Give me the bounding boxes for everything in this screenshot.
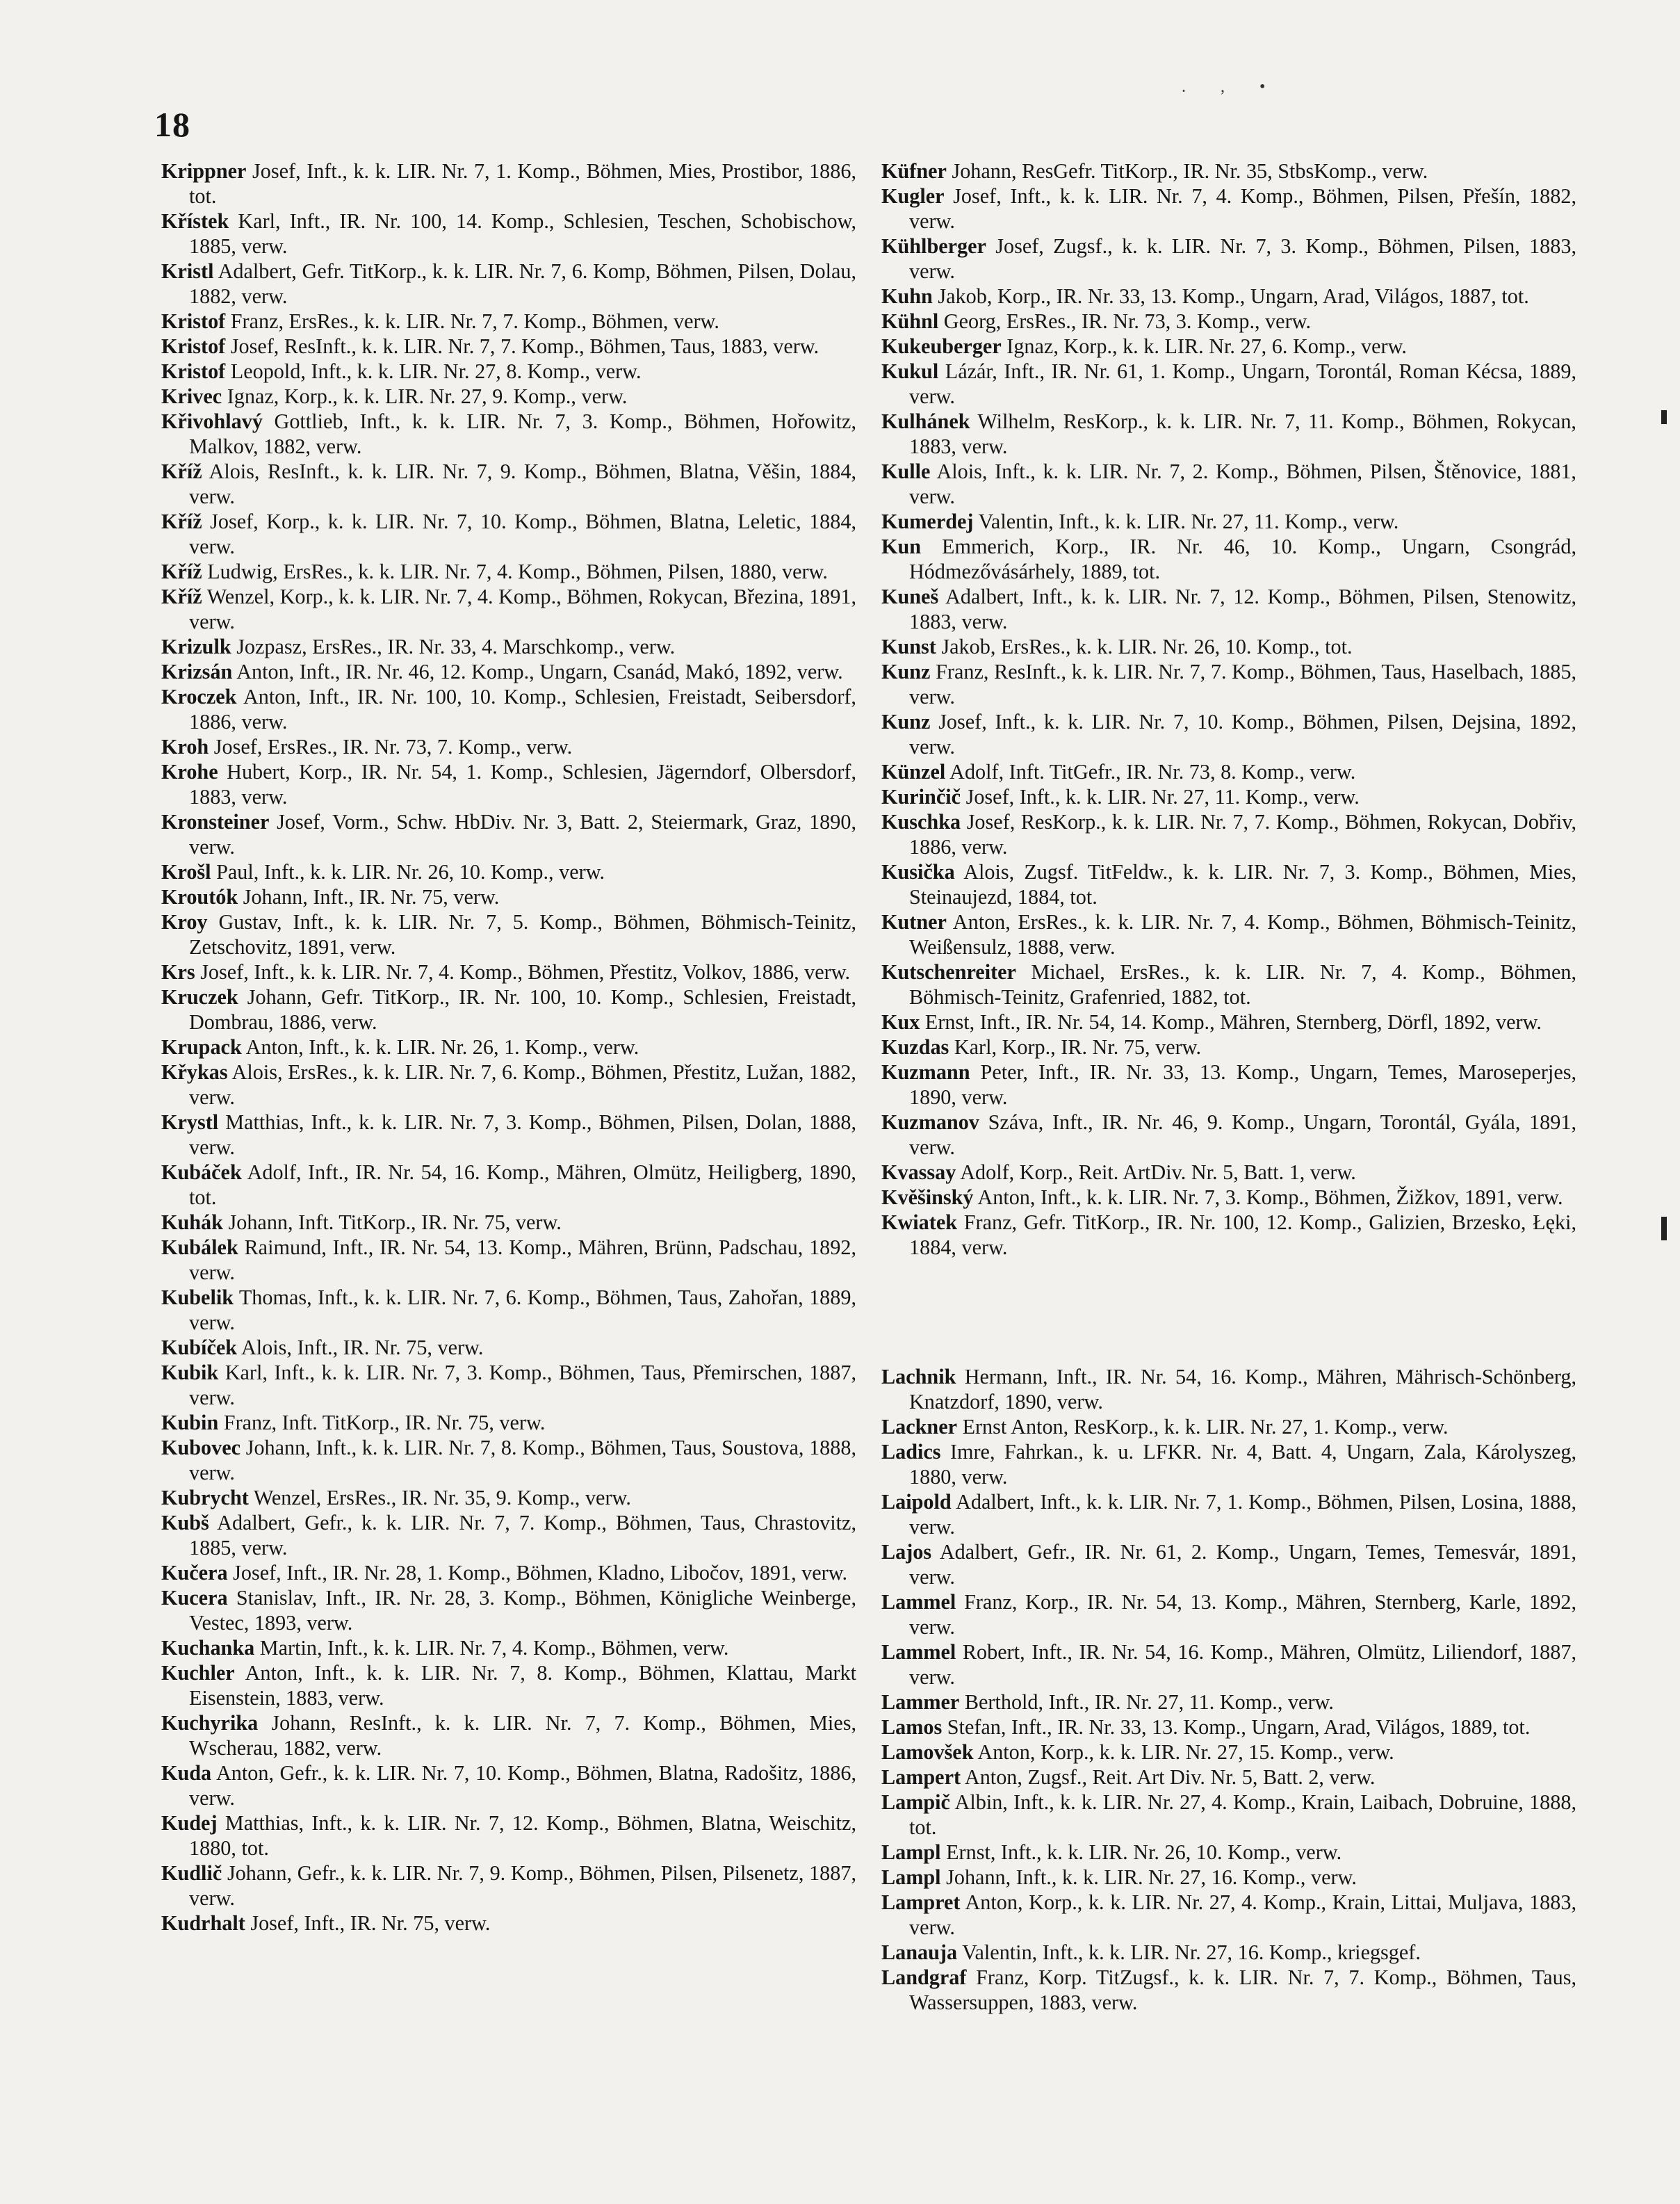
casualty-entry xyxy=(881,359,1576,409)
casualty-entry xyxy=(881,1060,1576,1110)
entry-surname: Lammel xyxy=(881,1640,956,1664)
casualty-entry xyxy=(881,1210,1576,1260)
entry-surname: Kucera xyxy=(161,1586,228,1610)
casualty-entry xyxy=(161,159,856,209)
casualty-entry xyxy=(881,1765,1576,1790)
casualty-entry xyxy=(161,1585,856,1635)
entry-details: Josef, Inft., k. k. LIR. Nr. 7, 10. Komp., Böhmen, Pilsen, Dejsina, 1892, verw. xyxy=(909,710,1576,759)
entry-details: Valentin, Inft., k. k. LIR. Nr. 27, 16. Komp., kriegsgef. xyxy=(962,1940,1421,1964)
entry-details: Stefan, Inft., IR. Nr. 33, 13. Komp., Ungarn, Arad, Világos, 1889, tot. xyxy=(947,1715,1531,1739)
entry-details: Ludwig, ErsRes., k. k. LIR. Nr. 7, 4. Komp., Böhmen, Pilsen, 1880, verw. xyxy=(207,560,828,583)
casualty-entry xyxy=(881,1690,1576,1715)
casualty-entry xyxy=(881,1439,1576,1489)
casualty-entry xyxy=(161,1285,856,1335)
entry-surname: Kuchyrika xyxy=(161,1711,259,1735)
entry-surname: Kronsteiner xyxy=(161,810,270,834)
casualty-entry xyxy=(161,734,856,759)
casualty-entry xyxy=(161,959,856,984)
left-column xyxy=(161,159,856,1936)
entry-details: Josef, ResKorp., k. k. LIR. Nr. 7, 7. Komp., Böhmen, Rokycan, Dobřiv, 1886, verw. xyxy=(909,810,1577,859)
casualty-entry xyxy=(881,1364,1576,1414)
entry-surname: Kutner xyxy=(881,910,947,934)
entry-surname: Krupack xyxy=(161,1035,242,1059)
casualty-entry xyxy=(881,459,1576,509)
entry-details: Johann, Inft., IR. Nr. 75, verw. xyxy=(243,885,500,909)
casualty-entry xyxy=(881,159,1576,184)
entry-details: Anton, Inft., k. k. LIR. Nr. 7, 3. Komp., Böhmen, Žižkov, 1891, verw. xyxy=(977,1185,1563,1209)
casualty-entry xyxy=(881,184,1576,234)
casualty-entry xyxy=(881,1010,1576,1035)
casualty-entry xyxy=(161,359,856,384)
entry-surname: Kubik xyxy=(161,1361,219,1384)
scan-edge-mark xyxy=(1661,1217,1667,1240)
entry-surname: Kříž xyxy=(161,585,202,608)
entry-details: Josef, Inft., k. k. LIR. Nr. 27, 11. Komp., verw. xyxy=(965,785,1360,809)
casualty-entry xyxy=(161,809,856,859)
entry-surname: Krivec xyxy=(161,384,222,408)
casualty-entry xyxy=(881,509,1576,534)
casualty-entry xyxy=(161,1160,856,1210)
entry-details: Thomas, Inft., k. k. LIR. Nr. 7, 6. Komp., Böhmen, Taus, Zahořan, 1889, verw. xyxy=(189,1286,856,1334)
entry-details: Josef, Inft., IR. Nr. 75, verw. xyxy=(250,1911,491,1935)
casualty-entry xyxy=(161,659,856,684)
casualty-entry xyxy=(161,1335,856,1360)
casualty-entry xyxy=(881,309,1576,334)
entry-details: Alois, ErsRes., k. k. LIR. Nr. 7, 6. Komp., Böhmen, Přestitz, Lužan, 1882, verw. xyxy=(189,1060,856,1109)
casualty-entry xyxy=(881,959,1576,1010)
casualty-entry xyxy=(881,784,1576,809)
entry-details: Josef, Vorm., Schw. HbDiv. Nr. 3, Batt. 2, Steiermark, Graz, 1890, verw. xyxy=(189,810,857,859)
entry-details: Franz, Korp. TitZugsf., k. k. LIR. Nr. 7, 7. Komp., Böhmen, Taus, Wassersuppen, 1883, verw. xyxy=(909,1966,1577,2014)
entry-surname: Kuda xyxy=(161,1761,212,1785)
entry-details: Anton, Gefr., k. k. LIR. Nr. 7, 10. Komp., Böhmen, Blatna, Radošitz, 1886, verw. xyxy=(189,1761,856,1810)
entry-surname: Laipold xyxy=(881,1490,952,1514)
casualty-entry xyxy=(881,584,1576,634)
entry-details: Ernst Anton, ResKorp., k. k. LIR. Nr. 27, 1. Komp., verw. xyxy=(962,1415,1449,1439)
entry-details: Adalbert, Inft., k. k. LIR. Nr. 7, 1. Komp., Böhmen, Pilsen, Losina, 1888, verw. xyxy=(909,1490,1576,1539)
entry-surname: Kumerdej xyxy=(881,510,974,533)
casualty-entry xyxy=(161,1660,856,1710)
entry-surname: Lackner xyxy=(881,1415,958,1439)
entry-details: Franz, Inft. TitKorp., IR. Nr. 75, verw. xyxy=(223,1411,546,1434)
casualty-entry xyxy=(881,634,1576,659)
entry-details: Anton, Inft., k. k. LIR. Nr. 7, 8. Komp., Böhmen, Klattau, Markt Eisenstein, 1883, verw. xyxy=(189,1661,856,1710)
entry-details: Jozpasz, ErsRes., IR. Nr. 33, 4. Marschkomp., verw. xyxy=(236,635,676,658)
entry-details: Josef, Inft., k. k. LIR. Nr. 7, 1. Komp., Böhmen, Mies, Prostibor, 1886, tot. xyxy=(189,159,857,208)
casualty-entry xyxy=(881,1185,1576,1210)
entry-details: Wenzel, ErsRes., IR. Nr. 35, 9. Komp., verw. xyxy=(253,1486,631,1509)
entry-surname: Lampl xyxy=(881,1865,941,1889)
entry-details: Robert, Inft., IR. Nr. 54, 16. Komp., Mähren, Olmütz, Liliendorf, 1887, verw. xyxy=(909,1640,1577,1689)
entry-details: Adolf, Korp., Reit. ArtDiv. Nr. 5, Batt. 1, verw. xyxy=(960,1160,1356,1184)
entry-surname: Lampl xyxy=(881,1840,941,1864)
casualty-entry xyxy=(881,659,1576,709)
entry-surname: Kühnl xyxy=(881,309,939,333)
entry-surname: Lamos xyxy=(881,1715,943,1739)
casualty-entry xyxy=(881,1110,1576,1160)
casualty-entry xyxy=(161,259,856,309)
casualty-entry xyxy=(161,1485,856,1510)
entry-details: Hermann, Inft., IR. Nr. 54, 16. Komp., Mähren, Mährisch-Schönberg, Knatzdorf, 1890, verw. xyxy=(909,1365,1576,1413)
entry-details: Georg, ErsRes., IR. Nr. 73, 3. Komp., verw. xyxy=(943,309,1312,333)
entry-surname: Kristl xyxy=(161,259,214,283)
entry-details: Adalbert, Gefr., IR. Nr. 61, 2. Komp., Ungarn, Temes, Temesvár, 1891, verw. xyxy=(909,1540,1576,1589)
entry-details: Berthold, Inft., IR. Nr. 27, 11. Komp., verw. xyxy=(964,1690,1334,1714)
casualty-entry xyxy=(161,1210,856,1235)
entry-surname: Kuschka xyxy=(881,810,961,834)
entry-surname: Křivohlavý xyxy=(161,410,263,433)
entry-surname: Kwiatek xyxy=(881,1210,958,1234)
entry-details: Hubert, Korp., IR. Nr. 54, 1. Komp., Schlesien, Jägerndorf, Olbersdorf, 1883, verw. xyxy=(189,760,856,809)
entry-surname: Lamovšek xyxy=(881,1740,974,1764)
entry-details: Alois, ResInft., k. k. LIR. Nr. 7, 9. Komp., Böhmen, Blatna, Věšin, 1884, verw. xyxy=(189,460,856,508)
casualty-entry xyxy=(881,1035,1576,1060)
casualty-entry xyxy=(881,1639,1576,1690)
casualty-entry xyxy=(161,1760,856,1810)
entry-surname: Kudlič xyxy=(161,1861,222,1885)
casualty-entry xyxy=(881,1160,1576,1185)
entry-details: Száva, Inft., IR. Nr. 46, 9. Komp., Ungarn, Torontál, Gyála, 1891, verw. xyxy=(909,1110,1577,1159)
casualty-entry xyxy=(161,1435,856,1485)
entry-details: Franz, Gefr. TitKorp., IR. Nr. 100, 12. Komp., Galizien, Brzesko, Łęki, 1884, verw. xyxy=(909,1210,1576,1259)
casualty-entry xyxy=(161,1510,856,1560)
entry-details: Stanislav, Inft., IR. Nr. 28, 3. Komp., Böhmen, Königliche Weinberge, Vestec, 1893, verw. xyxy=(189,1586,856,1635)
entry-surname: Kubelik xyxy=(161,1286,234,1309)
right-column xyxy=(881,159,1576,2015)
casualty-entry xyxy=(881,1790,1576,1840)
casualty-entry xyxy=(881,1840,1576,1865)
entry-details: Leopold, Inft., k. k. LIR. Nr. 27, 8. Komp., verw. xyxy=(230,359,642,383)
section-gap xyxy=(881,1260,1576,1364)
entry-details: Johann, Inft. TitKorp., IR. Nr. 75, verw. xyxy=(228,1210,562,1234)
entry-details: Peter, Inft., IR. Nr. 33, 13. Komp., Ungarn, Temes, Maroseperjes, 1890, verw. xyxy=(909,1060,1577,1109)
entry-surname: Kroy xyxy=(161,910,208,934)
casualty-entry xyxy=(161,1410,856,1435)
entry-details: Adalbert, Gefr., k. k. LIR. Nr. 7, 7. Komp., Böhmen, Taus, Chrastovitz, 1885, verw. xyxy=(189,1511,857,1559)
casualty-entry xyxy=(881,234,1576,284)
entry-surname: Kuchanka xyxy=(161,1636,255,1660)
entry-details: Anton, Inft., IR. Nr. 100, 10. Komp., Schlesien, Freistadt, Seibersdorf, 1886, verw. xyxy=(189,685,856,734)
casualty-entry xyxy=(161,1635,856,1660)
entry-surname: Kroutók xyxy=(161,885,238,909)
entry-details: Josef, Korp., k. k. LIR. Nr. 7, 10. Komp., Böhmen, Blatna, Leletic, 1884, verw. xyxy=(189,510,856,558)
entry-details: Adalbert, Inft., k. k. LIR. Nr. 7, 12. Komp., Böhmen, Pilsen, Stenowitz, 1883, verw. xyxy=(909,585,1576,633)
entry-surname: Kunst xyxy=(881,635,936,658)
casualty-entry xyxy=(881,909,1576,959)
entry-details: Matthias, Inft., k. k. LIR. Nr. 7, 3. Komp., Böhmen, Pilsen, Dolan, 1888, verw. xyxy=(189,1110,857,1159)
entry-surname: Krs xyxy=(161,960,195,984)
entry-surname: Kulhánek xyxy=(881,410,970,433)
casualty-entry xyxy=(161,1360,856,1410)
casualty-entry xyxy=(161,334,856,359)
casualty-entry xyxy=(161,209,856,259)
entry-details: Johann, Inft., k. k. LIR. Nr. 27, 16. Komp., verw. xyxy=(946,1865,1357,1889)
casualty-entry xyxy=(161,634,856,659)
entry-surname: Kuchler xyxy=(161,1661,235,1685)
entry-surname: Lampič xyxy=(881,1790,950,1814)
entry-surname: Lanauja xyxy=(881,1940,958,1964)
casualty-entry xyxy=(161,459,856,509)
entry-surname: Kühlberger xyxy=(881,234,986,258)
entry-surname: Kroczek xyxy=(161,685,237,708)
casualty-entry xyxy=(161,1035,856,1060)
entry-surname: Kubš xyxy=(161,1511,209,1534)
casualty-entry xyxy=(161,384,856,409)
entry-details: Anton, ErsRes., k. k. LIR. Nr. 7, 4. Komp., Böhmen, Böhmisch-Teinitz, Weißensulz, 1888, verw. xyxy=(909,910,1577,959)
entry-details: Josef, ErsRes., IR. Nr. 73, 7. Komp., verw. xyxy=(213,735,573,759)
casualty-entry xyxy=(881,1890,1576,1940)
casualty-entry xyxy=(881,1489,1576,1539)
entry-details: Alois, Inft., IR. Nr. 75, verw. xyxy=(240,1336,484,1359)
casualty-entry xyxy=(161,559,856,584)
entry-surname: Kristof xyxy=(161,334,226,358)
casualty-entry xyxy=(161,409,856,459)
casualty-entry xyxy=(161,684,856,734)
entry-details: Anton, Korp., k. k. LIR. Nr. 27, 15. Komp., verw. xyxy=(977,1740,1394,1764)
entry-surname: Kutschenreiter xyxy=(881,960,1016,984)
entry-surname: Krizsán xyxy=(161,660,233,683)
entry-surname: Křístek xyxy=(161,209,229,233)
entry-surname: Kunz xyxy=(881,710,931,734)
entry-details: Gustav, Inft., k. k. LIR. Nr. 7, 5. Komp., Böhmen, Böhmisch-Teinitz, Zetschovitz, 1891, verw. xyxy=(189,910,857,959)
casualty-entry xyxy=(161,584,856,634)
casualty-entry xyxy=(161,909,856,959)
entry-details: Johann, ResInft., k. k. LIR. Nr. 7, 7. Komp., Böhmen, Mies, Wscherau, 1882, verw. xyxy=(189,1711,857,1760)
entry-surname: Kruczek xyxy=(161,985,238,1009)
casualty-entry xyxy=(161,984,856,1035)
entry-surname: Krizulk xyxy=(161,635,231,658)
casualty-entry xyxy=(881,1940,1576,1965)
entry-details: Paul, Inft., k. k. LIR. Nr. 26, 10. Komp., verw. xyxy=(216,860,605,884)
entry-surname: Kvěšinský xyxy=(881,1185,974,1209)
entry-details: Johann, Gefr., k. k. LIR. Nr. 7, 9. Komp., Böhmen, Pilsen, Pilsenetz, 1887, verw. xyxy=(189,1861,857,1910)
entry-surname: Kříž xyxy=(161,460,202,483)
entry-surname: Ladics xyxy=(881,1440,941,1464)
entry-surname: Kukeuberger xyxy=(881,334,1002,358)
entry-details: Franz, Korp., IR. Nr. 54, 13. Komp., Mähren, Sternberg, Karle, 1892, verw. xyxy=(909,1590,1576,1639)
entry-surname: Kubálek xyxy=(161,1235,238,1259)
entry-details: Michael, ErsRes., k. k. LIR. Nr. 7, 4. Komp., Böhmen, Böhmisch-Teinitz, Grafenried, 1882, tot. xyxy=(909,960,1577,1009)
entry-details: Jakob, ErsRes., k. k. LIR. Nr. 26, 10. Komp., tot. xyxy=(941,635,1353,658)
entry-details: Ernst, Inft., k. k. LIR. Nr. 26, 10. Komp., verw. xyxy=(946,1840,1342,1864)
entry-surname: Kroh xyxy=(161,735,209,759)
casualty-entry xyxy=(881,809,1576,859)
casualty-entry xyxy=(881,759,1576,784)
casualty-entry xyxy=(161,759,856,809)
entry-surname: Kuhn xyxy=(881,284,933,308)
entry-surname: Kudej xyxy=(161,1811,218,1835)
entry-surname: Lampert xyxy=(881,1765,961,1789)
entry-surname: Kux xyxy=(881,1010,920,1034)
entry-surname: Křykas xyxy=(161,1060,228,1084)
entry-details: Johann, ResGefr. TitKorp., IR. Nr. 35, StbsKomp., verw. xyxy=(952,159,1428,183)
entry-surname: Kuzdas xyxy=(881,1035,949,1059)
entry-surname: Lachnik xyxy=(881,1365,956,1388)
entry-surname: Kuhák xyxy=(161,1210,223,1234)
entry-surname: Kuzmanov xyxy=(881,1110,979,1134)
entry-details: Gottlieb, Inft., k. k. LIR. Nr. 7, 3. Komp., Böhmen, Hořowitz, Malkov, 1882, verw. xyxy=(189,410,856,458)
entry-details: Martin, Inft., k. k. LIR. Nr. 7, 4. Komp., Böhmen, verw. xyxy=(259,1636,729,1660)
entry-details: Johann, Inft., k. k. LIR. Nr. 7, 8. Komp., Böhmen, Taus, Soustova, 1888, verw. xyxy=(189,1436,856,1484)
entry-details: Karl, Inft., k. k. LIR. Nr. 7, 3. Komp., Böhmen, Taus, Přemirschen, 1887, verw. xyxy=(189,1361,856,1409)
entry-surname: Krošl xyxy=(161,860,211,884)
casualty-entry xyxy=(161,1861,856,1911)
entry-details: Anton, Korp., k. k. LIR. Nr. 27, 4. Komp., Krain, Littai, Muljava, 1883, verw. xyxy=(909,1890,1576,1939)
entry-surname: Kvassay xyxy=(881,1160,956,1184)
page-number: 18 xyxy=(154,105,190,144)
entry-surname: Kučera xyxy=(161,1561,228,1585)
entry-surname: Krippner xyxy=(161,159,247,183)
casualty-entry xyxy=(881,859,1576,909)
entry-details: Valentin, Inft., k. k. LIR. Nr. 27, 11. Komp., verw. xyxy=(978,510,1399,533)
entry-details: Ernst, Inft., IR. Nr. 54, 14. Komp., Mähren, Sternberg, Dörfl, 1892, verw. xyxy=(924,1010,1542,1034)
casualty-entry xyxy=(881,1414,1576,1439)
entry-details: Franz, ResInft., k. k. LIR. Nr. 7, 7. Komp., Böhmen, Taus, Haselbach, 1885, verw. xyxy=(909,660,1577,708)
entry-surname: Kulle xyxy=(881,460,931,483)
entry-details: Wenzel, Korp., k. k. LIR. Nr. 7, 4. Komp., Böhmen, Rokycan, Březina, 1891, verw. xyxy=(189,585,856,633)
entry-details: Anton, Inft., k. k. LIR. Nr. 26, 1. Komp., verw. xyxy=(245,1035,639,1059)
casualty-entry xyxy=(881,1715,1576,1740)
casualty-entry xyxy=(161,1911,856,1936)
entry-surname: Kubrycht xyxy=(161,1486,249,1509)
entry-surname: Lajos xyxy=(881,1540,932,1564)
entry-surname: Landgraf xyxy=(881,1966,967,1989)
casualty-entry xyxy=(161,859,856,884)
entry-surname: Kříž xyxy=(161,510,202,533)
casualty-entry xyxy=(881,1865,1576,1890)
casualty-entry xyxy=(161,884,856,909)
entry-details: Raimund, Inft., IR. Nr. 54, 13. Komp., Mähren, Brünn, Padschau, 1892, verw. xyxy=(189,1235,856,1284)
entry-details: Lázár, Inft., IR. Nr. 61, 1. Komp., Ungarn, Torontál, Roman Kécsa, 1889, verw. xyxy=(909,359,1576,408)
entry-details: Jakob, Korp., IR. Nr. 33, 13. Komp., Ungarn, Arad, Világos, 1887, tot. xyxy=(938,284,1529,308)
entry-details: Emmerich, Korp., IR. Nr. 46, 10. Komp., Ungarn, Csongrád, Hódmezővásárhely, 1889, tot. xyxy=(909,535,1577,583)
entry-surname: Krohe xyxy=(161,760,218,784)
entry-details: Josef, Inft., k. k. LIR. Nr. 7, 4. Komp., Böhmen, Přestitz, Volkov, 1886, verw. xyxy=(200,960,851,984)
casualty-entry xyxy=(161,1060,856,1110)
entry-details: Johann, Gefr. TitKorp., IR. Nr. 100, 10. Komp., Schlesien, Freistadt, Dombrau, 1886, verw. xyxy=(189,985,856,1034)
entry-details: Josef, Zugsf., k. k. LIR. Nr. 7, 3. Komp., Böhmen, Pilsen, 1883, verw. xyxy=(909,234,1577,283)
entry-details: Anton, Zugsf., Reit. Art Div. Nr. 5, Batt. 2, verw. xyxy=(964,1765,1376,1789)
casualty-entry xyxy=(161,509,856,559)
entry-surname: Kříž xyxy=(161,560,202,583)
entry-surname: Kubin xyxy=(161,1411,219,1434)
entry-surname: Kunz xyxy=(881,660,931,683)
entry-surname: Kudrhalt xyxy=(161,1911,245,1935)
scan-specks: . , • xyxy=(1182,78,1281,96)
entry-details: Alois, Inft., k. k. LIR. Nr. 7, 2. Komp., Böhmen, Pilsen, Štěnovice, 1881, verw. xyxy=(909,460,1576,508)
entry-surname: Kukul xyxy=(881,359,939,383)
entry-surname: Kurinčič xyxy=(881,785,961,809)
entry-details: Franz, ErsRes., k. k. LIR. Nr. 7, 7. Komp., Böhmen, verw. xyxy=(230,309,719,333)
entry-surname: Kugler xyxy=(881,184,945,208)
entry-surname: Lammer xyxy=(881,1690,960,1714)
casualty-entry xyxy=(881,1589,1576,1639)
entry-details: Ignaz, Korp., k. k. LIR. Nr. 27, 9. Komp., verw. xyxy=(227,384,628,408)
entry-surname: Kubáček xyxy=(161,1160,242,1184)
entry-surname: Kuneš xyxy=(881,585,939,608)
casualty-entry xyxy=(881,1539,1576,1589)
entry-surname: Lampret xyxy=(881,1890,961,1914)
entry-details: Wilhelm, ResKorp., k. k. LIR. Nr. 7, 11. Komp., Böhmen, Rokycan, 1883, verw. xyxy=(909,410,1576,458)
entry-details: Albin, Inft., k. k. LIR. Nr. 27, 4. Komp., Krain, Laibach, Dobruine, 1888, tot. xyxy=(909,1790,1576,1839)
entry-details: Josef, Inft., IR. Nr. 28, 1. Komp., Böhmen, Kladno, Libočov, 1891, verw. xyxy=(233,1561,848,1585)
entry-details: Josef, ResInft., k. k. LIR. Nr. 7, 7. Komp., Böhmen, Taus, 1883, verw. xyxy=(230,334,819,358)
entry-details: Karl, Inft., IR. Nr. 100, 14. Komp., Schlesien, Teschen, Schobischow, 1885, verw. xyxy=(189,209,856,258)
casualty-entry xyxy=(881,534,1576,584)
entry-details: Karl, Korp., IR. Nr. 75, verw. xyxy=(954,1035,1202,1059)
entry-surname: Kusička xyxy=(881,860,955,884)
casualty-entry xyxy=(881,409,1576,459)
casualty-entry xyxy=(161,1235,856,1285)
entry-surname: Kristof xyxy=(161,309,226,333)
casualty-entry xyxy=(881,709,1576,759)
entry-surname: Kristof xyxy=(161,359,226,383)
casualty-entry xyxy=(161,1560,856,1585)
casualty-entry xyxy=(881,1965,1576,2015)
entry-details: Josef, Inft., k. k. LIR. Nr. 7, 4. Komp., Böhmen, Pilsen, Přešín, 1882, verw. xyxy=(909,184,1577,233)
entry-details: Adalbert, Gefr. TitKorp., k. k. LIR. Nr. 7, 6. Komp, Böhmen, Pilsen, Dolau, 1882, verw. xyxy=(189,259,856,308)
casualty-entry xyxy=(881,1740,1576,1765)
entry-details: Anton, Inft., IR. Nr. 46, 12. Komp., Ungarn, Csanád, Makó, 1892, verw. xyxy=(236,660,843,683)
entry-details: Adolf, Inft., IR. Nr. 54, 16. Komp., Mähren, Olmütz, Heiligberg, 1890, tot. xyxy=(189,1160,856,1209)
entry-surname: Kubíček xyxy=(161,1336,238,1359)
entry-details: Adolf, Inft. TitGefr., IR. Nr. 73, 8. Komp., verw. xyxy=(949,760,1356,784)
entry-surname: Kubovec xyxy=(161,1436,241,1459)
casualty-entry xyxy=(161,1710,856,1760)
entry-surname: Kuzmann xyxy=(881,1060,970,1084)
entry-surname: Künzel xyxy=(881,760,946,784)
entry-details: Ignaz, Korp., k. k. LIR. Nr. 27, 6. Komp., verw. xyxy=(1006,334,1407,358)
casualty-entry xyxy=(881,284,1576,309)
entry-details: Imre, Fahrkan., k. u. LFKR. Nr. 4, Batt. 4, Ungarn, Zala, Károlyszeg, 1880, verw. xyxy=(909,1440,1577,1489)
entry-surname: Küfner xyxy=(881,159,947,183)
casualty-entry xyxy=(881,334,1576,359)
casualty-entry xyxy=(161,1110,856,1160)
scan-edge-mark xyxy=(1661,410,1667,424)
entry-surname: Kun xyxy=(881,535,922,558)
entry-surname: Lammel xyxy=(881,1590,956,1614)
entry-details: Alois, Zugsf. TitFeldw., k. k. LIR. Nr. 7, 3. Komp., Böhmen, Mies, Steinaujezd, 1884, tot. xyxy=(909,860,1576,909)
entry-details: Matthias, Inft., k. k. LIR. Nr. 7, 12. Komp., Böhmen, Blatna, Weischitz, 1880, tot. xyxy=(189,1811,856,1860)
casualty-entry xyxy=(161,1810,856,1861)
casualty-entry xyxy=(161,309,856,334)
entry-surname: Krystl xyxy=(161,1110,219,1134)
